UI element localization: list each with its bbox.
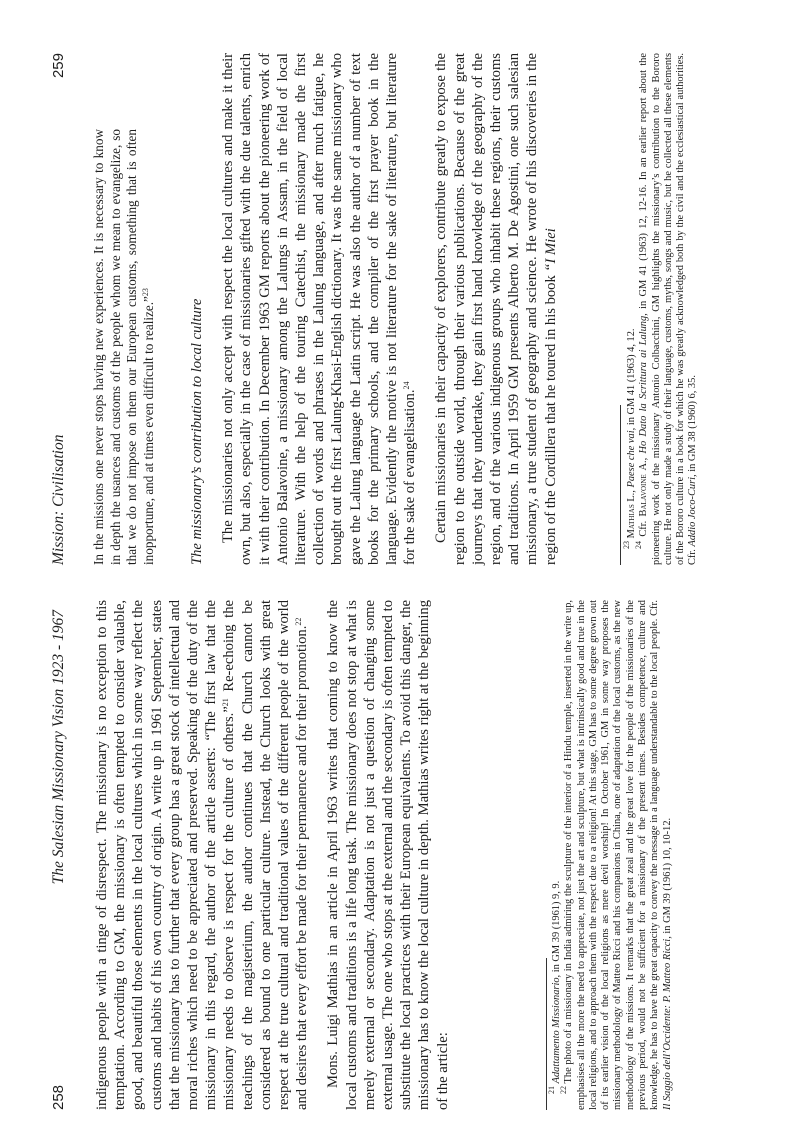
right-footnotes <box>622 53 700 565</box>
right-page-number: 259 <box>50 53 67 79</box>
left-footnotes <box>547 600 674 1110</box>
left-paragraph-2: Mons. Luigi Mathias in an article in April 1963 writes that coming to know the local customs and traditions is a life long task. The missionary does not stop at what is merely external or secondary. Adaptation is not just a question of changing some external usage. The one who stops at the external and the secondary is often tempted to substitute the local practices with their European equivalents. To avoid this danger, the missionary has to know the local culture in depth. Mathias writes right at the beginning of the article: <box>325 600 451 1110</box>
block-quote: In the missions one never stops having new experiences. It is necessary to know in depth the usances and customs of the people whom we mean to evangelize, so that we do not impose on them our European customs, something that is often inopportune, and at times even difficult to realize.”$^{23}$ <box>91 129 156 565</box>
footnote-ref-22: 22 <box>294 617 304 626</box>
footnote-ref-24: 24 <box>402 381 412 390</box>
right-paragraph-1: The missionaries not only accept with respect the local cultures and make it their own, but also, especially in the case of missionaries gifted with the due talents, enrich it with their contribution. In December 1963 GM reports about the pioneering work of Antonio Balavoine, a missionary among the Lalungs in Assam, in the field of local literature. With the help of the touring Catechist, the missionary made the first collection of words and phrases in the Lalung language, and after much fatigue, he brought out the first Lalung-Khasi-English dictionary. It was the same missionary who gave the Lalung language the Latin script. He was also the author of a number of text books for the primary schools, and the compiler of the first prayer book in the language. Evidently the motive is not literature for the sake of literature, but literature for the sake of evangelisation.$^{24}$ <box>220 53 419 565</box>
footnote-21: $^{21}$ Adattamento Missionario, in GM 39 (1961) 9, 9. <box>547 880 562 1094</box>
left-page-number: 258 <box>50 1084 67 1110</box>
footnote-23: $^{23}$ Mathias L., Paese che vai, in GM 41 (1963) 4, 12. <box>622 328 637 549</box>
left-running-title: The Salesian Missionary Vision 1923 - 1967 <box>50 610 67 885</box>
footnote-22: $^{22}$ The photo of a missionary in India admiring the sculpture of the interior of a Hindu temple, inserted in the write up, emphasises all the more the need to appreciate, not just the art and sculpture, but what is intrinsically good and true in the local religions, and to approach them with the respect due to a religion! At this stage, GM has to some degree grown out of its earlier vision of the local religions as mere devil worship! In October 1961, GM in some way proposes the missionary methodology of Matteo Ricci and his companions in China, one of adaptation of the local customs, as the new methodology of the missions. It remarks that the great zeal and the great love for the people of the missionaries of the previous period, would not be sufficient for a missionary of the present times. Besides competence, culture and knowledge, he has to have the great capacity to convey the message in a language understandable to the local people. Cfr. Il Saggio dell’Occidente: P. Matteo Ricci, in GM 39 (1961) 10, 10-12. <box>559 600 673 1110</box>
right-footnote-divider <box>620 405 621 565</box>
right-page-body <box>178 53 560 565</box>
left-page-header <box>50 610 72 1110</box>
footnote-ref-21: 21 <box>221 698 231 707</box>
footnote-24: $^{24}$ Cfr. Balavoine A., Ho Dato la Scrittura ai Lalung, in GM 41 (1963) 12, 12-16. In an earlier report about the pioneering work of the missionary Antonio Colbacchini, GM highlights the missionary’s contribution to the Bororo culture. He not only made a study of their language, customs, myths, songs and music, but he collected all these elements of the Bororo culture in a book for which he was greatly acknowledged both by the civil and the ecclesiastical authorities. Cfr. Addio Joco-Curi, in GM 38 (1960) 6, 35. <box>634 53 699 565</box>
section-heading: The missionary’s contribution to local culture <box>189 298 205 565</box>
right-running-title: Mission: Civilisation <box>50 434 67 565</box>
left-page-body <box>93 600 452 1110</box>
right-page-header <box>50 53 72 565</box>
right-paragraph-2: Certain missionaries in their capacity of explorers, contribute greatly to expose the region to the outside world, through their various publications. Because of the great journeys that they undertake, they gain first hand knowledge of the geography of the region, and of the various indigenous groups who inhabit these regions, their customs and traditions. In April 1959 GM presents Alberto M. De Agostini, one such salesian missionary, a true student of geography and science. He wrote of his discoveries in the region of the Cordillera that he toured in his book “I Miei <box>433 53 559 565</box>
footnote-ref-23: 23 <box>140 288 150 297</box>
left-paragraph-1: indigenous people with a tinge of disrespect. The missionary is no exception to this temptation. According to GM, the missionary is often tempted to consider valuable, good, and beautiful those elements in the local cultures which in some way reflect the customs and habits of his own country of origin. A write up in 1961 September, states that the missionary has to further that every group has a great stock of intellectual and moral riches which need to be appreciated and preserved. Speaking of the duty of the missionary in this regard, the author of the article asserts: “The first law that the missionary needs to observe is respect for the culture of others.”$^{21}$ Re-echoing the teachings of the magisterium, the author continues that the Church cannot be considered as bound to one particular culture. Instead, the Church looks with great respect at the true cultural and traditional values of the different people of the world and desires that every effort be made for their permanence and for their promotion.$^{22}$ <box>94 600 311 1110</box>
